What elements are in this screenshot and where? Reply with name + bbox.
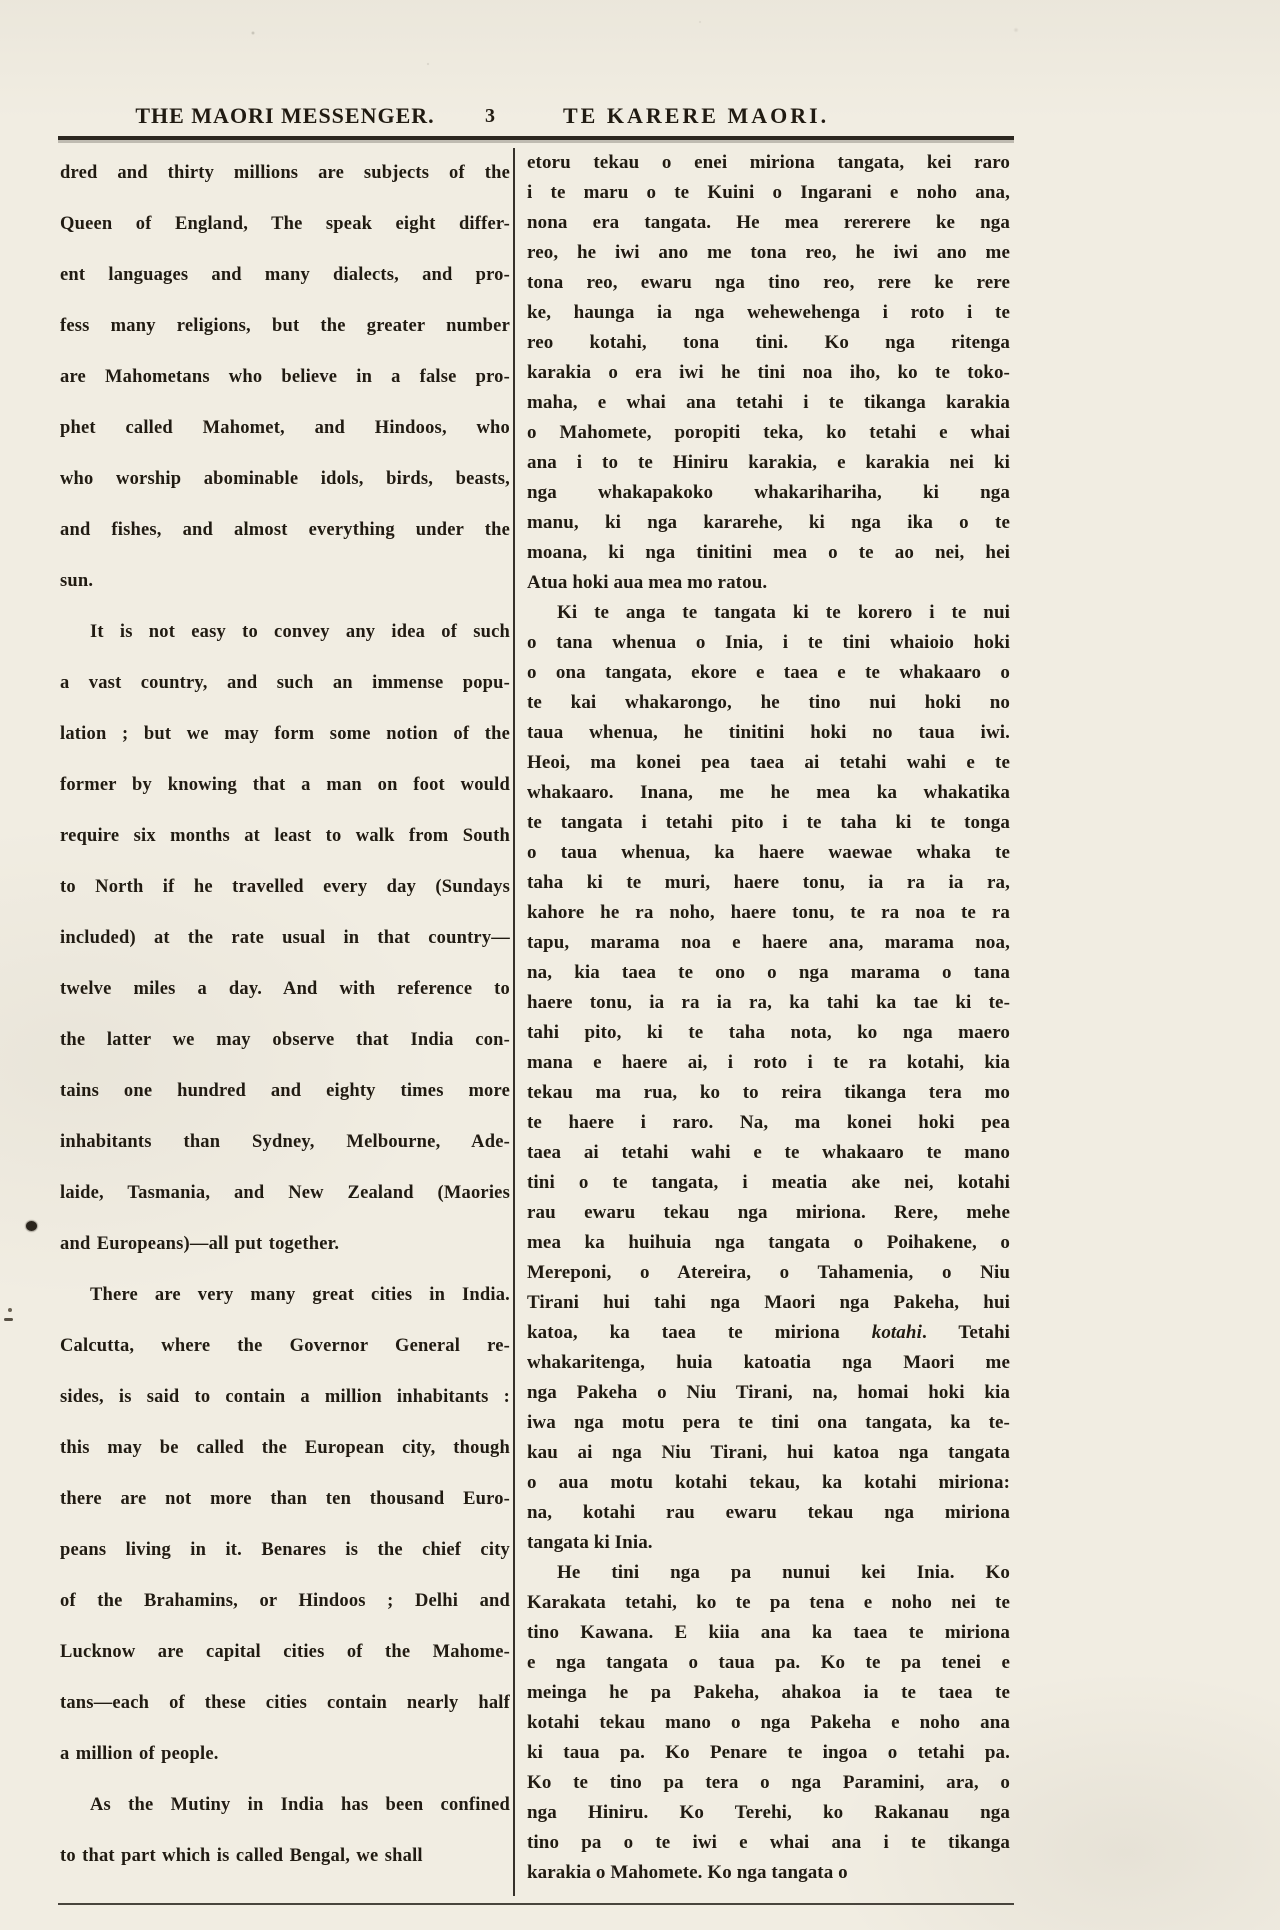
text-line: require six months at least to walk from South bbox=[60, 826, 510, 846]
text-line: inhabitants than Sydney, Melbourne, Ade- bbox=[60, 1132, 510, 1152]
text-line: moana, ki nga tinitini mea o te ao nei, hei bbox=[527, 542, 1010, 563]
text-line: nga Pakeha o Niu Tirani, na, homai hoki kia bbox=[527, 1382, 1010, 1403]
text-line: o Mahomete, poropiti teka, ko tetahi e whai bbox=[527, 422, 1010, 443]
text-line: tekau ma rua, ko to reira tikanga tera mo bbox=[527, 1082, 1010, 1103]
text-line: tains one hundred and eighty times more bbox=[60, 1081, 510, 1101]
footer-rule bbox=[58, 1903, 1014, 1905]
text-line: this may be called the European city, though bbox=[60, 1438, 510, 1458]
text-line: included) at the rate usual in that country— bbox=[60, 928, 510, 948]
page-number: 3 bbox=[485, 105, 495, 127]
text-line: It is not easy to convey any idea of such bbox=[90, 622, 510, 642]
text-line: nga whakapakoko whakarihariha, ki nga bbox=[527, 482, 1010, 503]
text-line: ki taua pa. Ko Penare te ingoa o tetahi pa. bbox=[527, 1742, 1010, 1763]
text-line: and fishes, and almost everything under the bbox=[60, 520, 510, 540]
text-line: tini o te tangata, i meatia ake nei, kotahi bbox=[527, 1172, 1010, 1193]
text-line: ana i to te Hiniru karakia, e karakia nei ki bbox=[527, 452, 1010, 473]
text-line: There are very many great cities in India. bbox=[90, 1285, 510, 1305]
text-line: Mereponi, o Atereira, o Tahamenia, o Niu bbox=[527, 1262, 1010, 1283]
text-line: tino pa o te iwi e whai ana i te tikanga bbox=[527, 1832, 1010, 1853]
text-line: whakaaro. Inana, me he mea ka whakatika bbox=[527, 782, 1010, 803]
text-line: tans—each of these cities contain nearly half bbox=[60, 1693, 510, 1713]
text-line: former by knowing that a man on foot would bbox=[60, 775, 510, 795]
text-line: rau ewaru tekau nga miriona. Rere, mehe bbox=[527, 1202, 1010, 1223]
text-line: o ona tangata, ekore e taea e te whakaaro o bbox=[527, 662, 1010, 683]
text-line: maha, e whai ana tetahi i te tikanga karakia bbox=[527, 392, 1010, 413]
text-line: Calcutta, where the Governor General re- bbox=[60, 1336, 510, 1356]
text-line: etoru tekau o enei miriona tangata, kei raro bbox=[527, 152, 1010, 173]
text-line: karakia o era iwi he tini noa iho, ko te toko- bbox=[527, 362, 1010, 383]
text-line: tangata ki Inia. bbox=[527, 1532, 653, 1553]
paragraph bbox=[527, 1558, 1010, 1888]
text-line: twelve miles a day. And with reference to bbox=[60, 979, 510, 999]
text-line: He tini nga pa nunui kei Inia. Ko bbox=[557, 1562, 1010, 1583]
text-line: sun. bbox=[60, 571, 94, 591]
english-column bbox=[60, 148, 510, 1882]
text-line: tona reo, ewaru nga tino reo, rere ke rere bbox=[527, 272, 1010, 293]
newspaper-title-maori: TE KARERE MAORI. bbox=[563, 103, 830, 128]
text-line: phet called Mahomet, and Hindoos, who bbox=[60, 418, 510, 438]
text-line: meinga he pa Pakeha, ahakoa ia te taea te bbox=[527, 1682, 1010, 1703]
text-line: to that part which is called Bengal, we shall bbox=[60, 1846, 423, 1866]
text-line: As the Mutiny in India has been confined bbox=[90, 1795, 510, 1815]
masthead bbox=[60, 100, 1012, 134]
text-line: kahore he ra noho, haere tonu, te ra noa te ra bbox=[527, 902, 1010, 923]
text-line: kotahi tekau mano o nga Pakeha e noho ana bbox=[527, 1712, 1010, 1733]
text-line: reo, he iwi ano me tona reo, he iwi ano me bbox=[527, 242, 1010, 263]
text-line: iwa nga motu pera te tini ona tangata, ka te- bbox=[527, 1412, 1010, 1433]
header-rule bbox=[58, 136, 1014, 140]
text-line: tino Kawana. E kiia ana ka taea te miriona bbox=[527, 1622, 1010, 1643]
ink-dash bbox=[4, 1318, 13, 1321]
text-line: peans living in it. Benares is the chief city bbox=[60, 1540, 510, 1560]
text-line: Lucknow are capital cities of the Mahome- bbox=[60, 1642, 510, 1662]
article-columns bbox=[60, 148, 1012, 1896]
text-line: there are not more than ten thousand Euro- bbox=[60, 1489, 510, 1509]
paragraph bbox=[60, 1780, 510, 1882]
text-line: Atua hoki aua mea mo ratou. bbox=[527, 572, 768, 593]
text-line: Tirani hui tahi nga Maori nga Pakeha, hui bbox=[527, 1292, 1010, 1313]
ink-spot bbox=[26, 1221, 37, 1231]
text-line: of the Brahamins, or Hindoos ; Delhi and bbox=[60, 1591, 510, 1611]
text-line: manu, ki nga kararehe, ki nga ika o te bbox=[527, 512, 1010, 533]
text-line: sides, is said to contain a million inhabitants : bbox=[60, 1387, 510, 1407]
text-line: ent languages and many dialects, and pro- bbox=[60, 265, 510, 285]
ink-speck bbox=[8, 1308, 12, 1312]
text-line: Heoi, ma konei pea taea ai tetahi wahi e te bbox=[527, 752, 1010, 773]
text-line: nga Hiniru. Ko Terehi, ko Rakanau nga bbox=[527, 1802, 1010, 1823]
text-line: na, kia taea te ono o nga marama o tana bbox=[527, 962, 1010, 983]
text-line: mea ka huihuia nga tangata o Poihakene, o bbox=[527, 1232, 1010, 1253]
text-line: reo kotahi, tona tini. Ko nga ritenga bbox=[527, 332, 1010, 353]
text-line: Karakata tetahi, ko te pa tena e noho nei te bbox=[527, 1592, 1010, 1613]
text-line: o taua whenua, ka haere waewae whaka te bbox=[527, 842, 1010, 863]
text-line: laide, Tasmania, and New Zealand (Maories bbox=[60, 1183, 510, 1203]
text-line: tapu, marama noa e haere ana, marama noa, bbox=[527, 932, 1010, 953]
text-line: lation ; but we may form some notion of the bbox=[60, 724, 510, 744]
text-line: Queen of England, The speak eight differ- bbox=[60, 214, 510, 234]
text-line: te haere i raro. Na, ma konei hoki pea bbox=[527, 1112, 1010, 1133]
text-line: Ko te tino pa tera o nga Paramini, ara, o bbox=[527, 1772, 1010, 1793]
paragraph bbox=[60, 1270, 510, 1780]
text-line: a vast country, and such an immense popu- bbox=[60, 673, 510, 693]
text-line: dred and thirty millions are subjects of the bbox=[60, 163, 510, 183]
text-line: and Europeans)—all put together. bbox=[60, 1234, 340, 1254]
text-line: ke, haunga ia nga wehewehenga i roto i te bbox=[527, 302, 1010, 323]
newspaper-title-english: THE MAORI MESSENGER. bbox=[135, 103, 435, 128]
text-line: nona era tangata. He mea rererere ke nga bbox=[527, 212, 1010, 233]
text-line: o tana whenua o Inia, i te tini whaioio hoki bbox=[527, 632, 1010, 653]
text-line: taha ki te muri, haere tonu, ia ra ia ra, bbox=[527, 872, 1010, 893]
text-line: o aua motu kotahi tekau, ka kotahi miriona: bbox=[527, 1472, 1010, 1493]
paragraph bbox=[527, 148, 1010, 598]
paragraph bbox=[527, 598, 1010, 1558]
text-line: mana e haere ai, i roto i te ra kotahi, kia bbox=[527, 1052, 1010, 1073]
maori-column bbox=[527, 148, 1010, 1888]
text-line: tahi pito, ki te taha nota, ko nga maero bbox=[527, 1022, 1010, 1043]
text-line: te tangata i tetahi pito i te taha ki te tonga bbox=[527, 812, 1010, 833]
text-line: are Mahometans who believe in a false pro- bbox=[60, 367, 510, 387]
text-line: kau ai nga Niu Tirani, hui katoa nga tangata bbox=[527, 1442, 1010, 1463]
column-divider bbox=[513, 148, 515, 1896]
text-line: haere tonu, ia ra ia ra, ka tahi ka tae ki te- bbox=[527, 992, 1010, 1013]
text-line: a million of people. bbox=[60, 1744, 219, 1764]
text-line: taua whenua, he tinitini hoki no taua iwi. bbox=[527, 722, 1010, 743]
text-line: i te maru o te Kuini o Ingarani e noho ana, bbox=[527, 182, 1010, 203]
text-line: e nga tangata o taua pa. Ko te pa tenei e bbox=[527, 1652, 1010, 1673]
text-line: the latter we may observe that India con- bbox=[60, 1030, 510, 1050]
paragraph bbox=[60, 607, 510, 1270]
text-line: karakia o Mahomete. Ko nga tangata o bbox=[527, 1862, 848, 1883]
text-line: Ki te anga te tangata ki te korero i te nui bbox=[557, 602, 1010, 623]
text-line: katoa, ka taea te miriona kotahi. Tetahi bbox=[527, 1322, 1010, 1343]
paragraph bbox=[60, 148, 510, 607]
text-line: te kai whakarongo, he tino nui hoki no bbox=[527, 692, 1010, 713]
text-line: taea ai tetahi wahi e te whakaaro te mano bbox=[527, 1142, 1010, 1163]
text-line: na, kotahi rau ewaru tekau nga miriona bbox=[527, 1502, 1010, 1523]
text-line: who worship abominable idols, birds, beasts, bbox=[60, 469, 510, 489]
text-line: whakaritenga, huia katoatia nga Maori me bbox=[527, 1352, 1010, 1373]
text-line: to North if he travelled every day (Sundays bbox=[60, 877, 510, 897]
text-line: fess many religions, but the greater number bbox=[60, 316, 510, 336]
